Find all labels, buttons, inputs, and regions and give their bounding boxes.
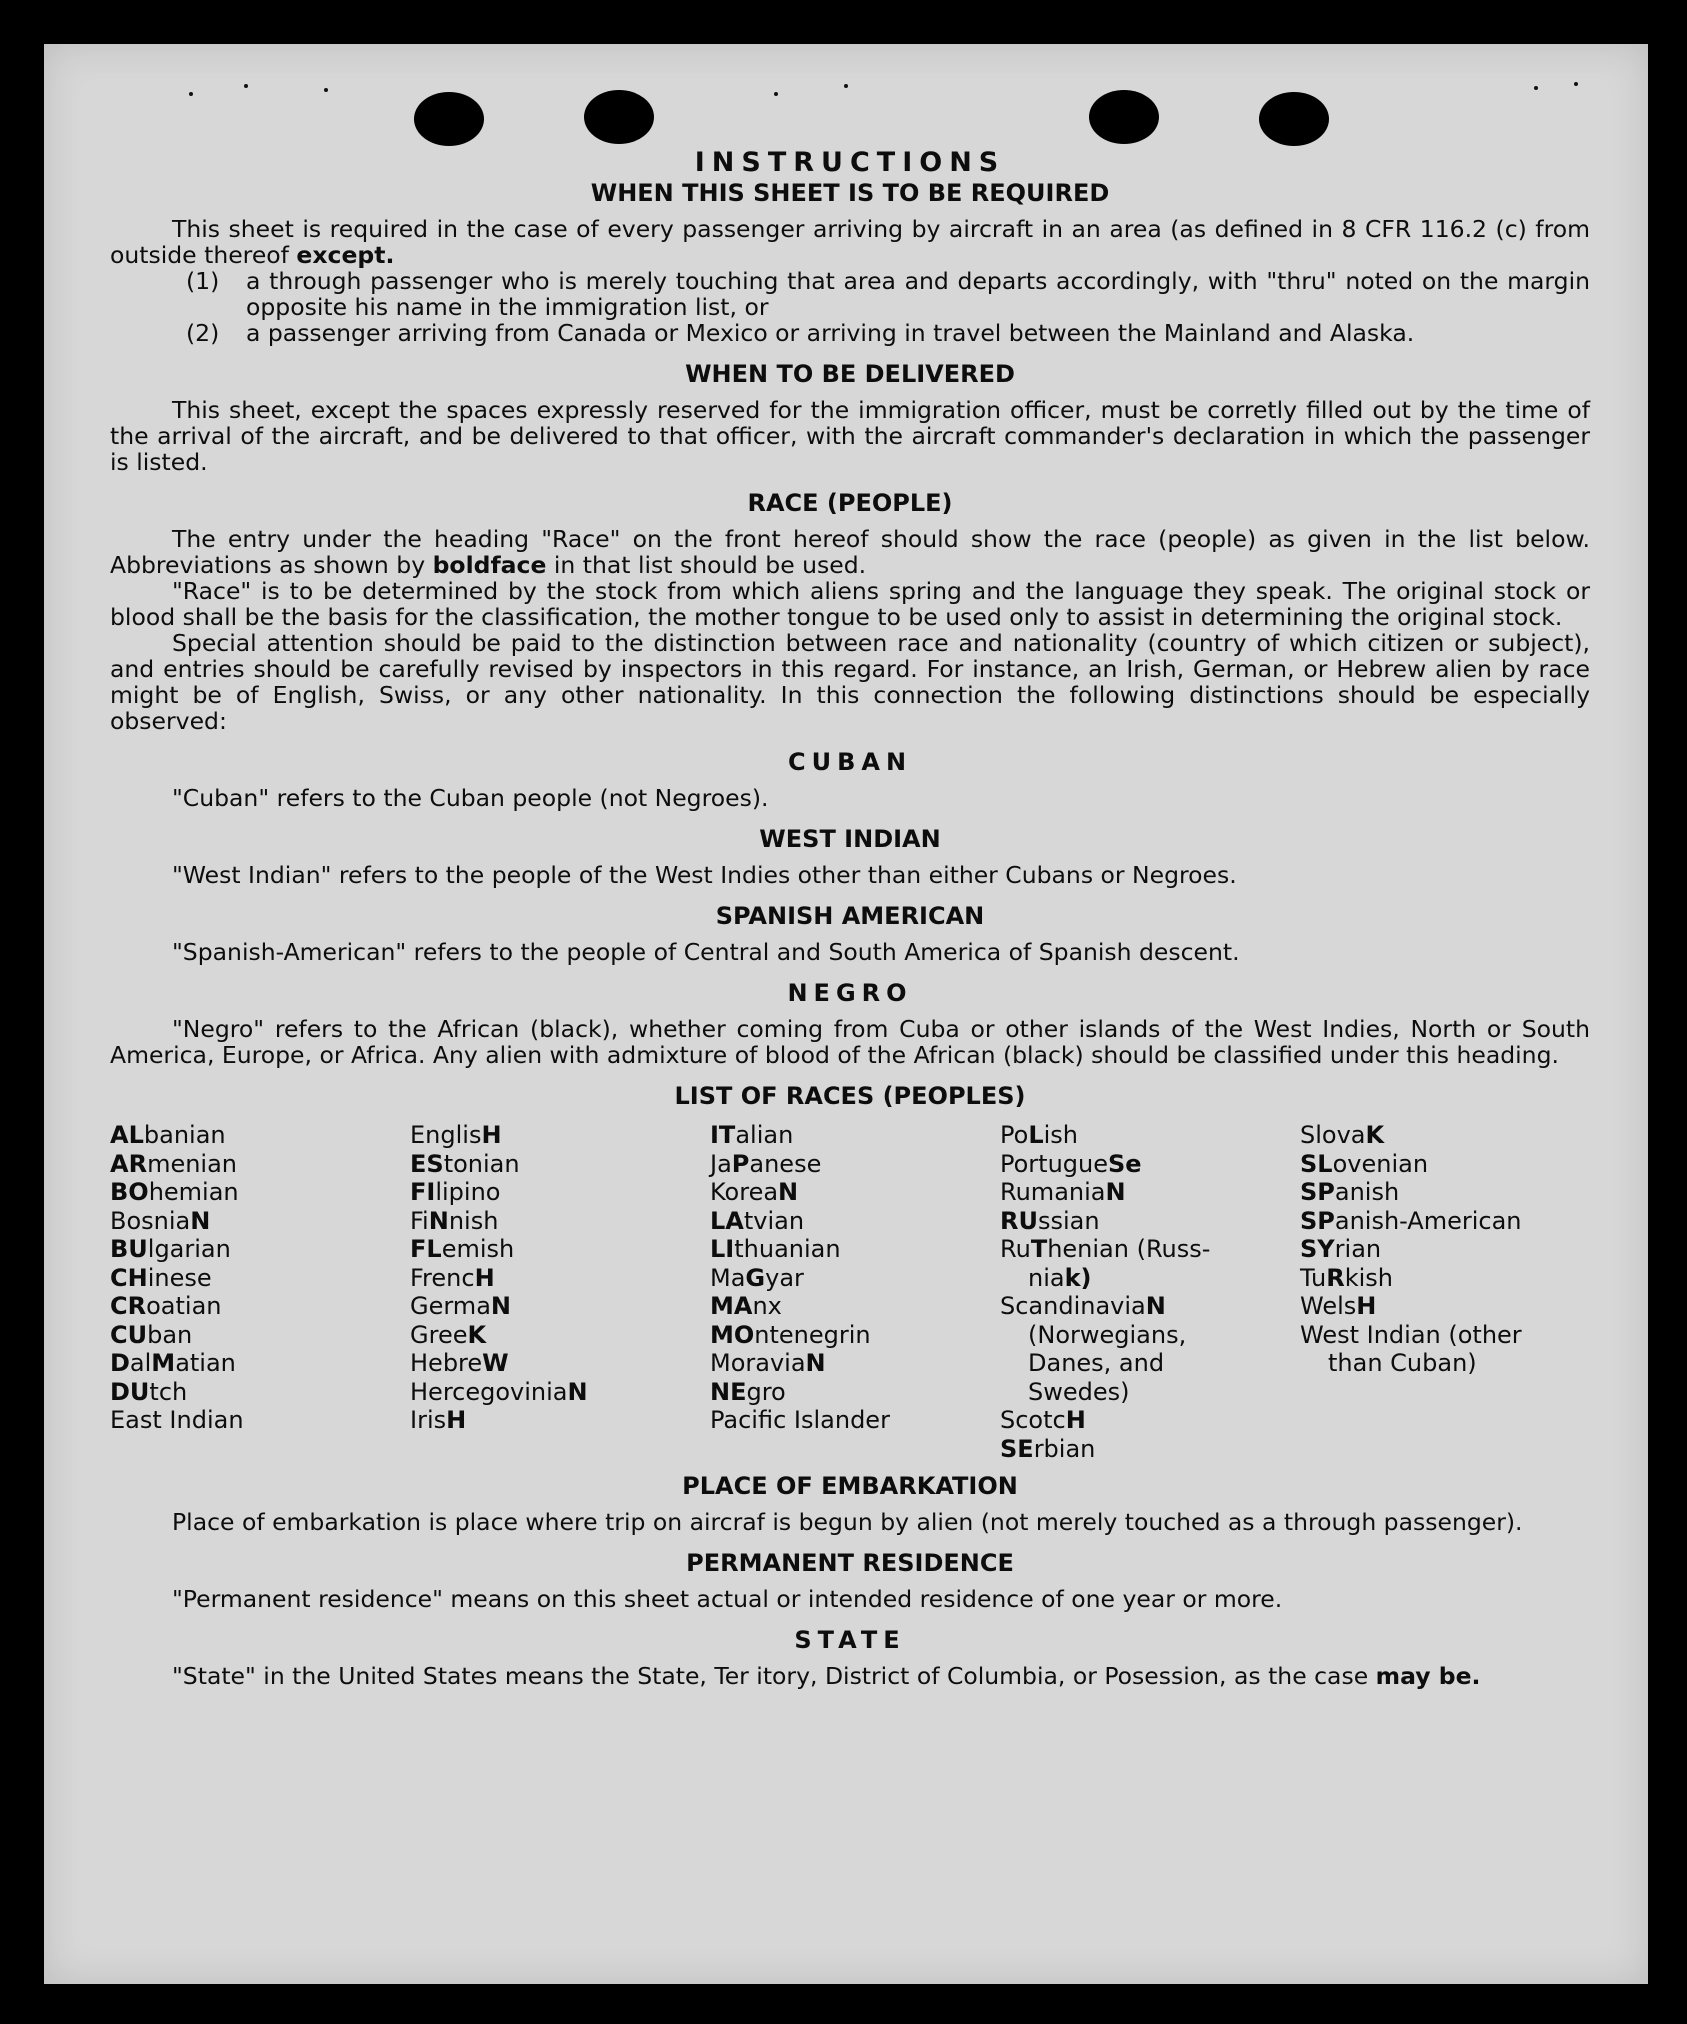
race-entry: GermaN — [410, 1292, 511, 1320]
race-entry: BOhemian — [110, 1178, 239, 1206]
race-entry: TuRkish — [1300, 1263, 1393, 1292]
races-column — [410, 1121, 710, 1463]
heading-state: STATE — [794, 1626, 906, 1654]
race-entry: SLovenian — [1300, 1149, 1429, 1178]
race-entry: ScotcH — [1000, 1406, 1086, 1434]
race-entry: PortugueSe — [1000, 1149, 1142, 1178]
race-entry: niak) — [1028, 1263, 1092, 1292]
race-entry: SlovaK — [1300, 1121, 1385, 1149]
race-entry: MoraviaN — [710, 1349, 826, 1377]
race-entry: West Indian (other — [1300, 1320, 1522, 1349]
when-required-item-1: (1) a through passenger who is merely touching that area and departs accordingly, with "thru" noted on the margin opposite his name in the immigration list, or — [186, 267, 1590, 321]
heading-cuban: CUBAN — [787, 748, 913, 776]
races-column — [710, 1121, 1000, 1463]
race-entry: HercegoviniaN — [410, 1377, 588, 1406]
cuban-text: "Cuban" refers to the Cuban people (not Negroes). — [172, 784, 769, 812]
races-column — [110, 1121, 410, 1463]
races-list — [110, 1121, 1590, 1463]
race-paragraph-3: Special attention should be paid to the distinction between race and nationality (country of which citizen or subject), and entries should be carefully revised by inspectors in this regard. For instance, an Irish, German, or Hebrew alien by race might be of English, Swiss, or any other nationality. In this connection the following distinctions should be especially observed: — [110, 629, 1590, 735]
heading-spanish-american: SPANISH AMERICAN — [715, 902, 985, 930]
race-entry: PoLish — [1000, 1121, 1078, 1149]
punch-hole — [1259, 92, 1329, 146]
race-paragraph-2: "Race" is to be determined by the stock from which aliens spring and the language they speak. The original stock or blood shall be the basis for the classification, the mother tongue to be used only to assist in determining the original stock. — [110, 577, 1590, 631]
heading-embarkation: PLACE OF EMBARKATION — [682, 1472, 1018, 1500]
race-entry: ScandinaviaN — [1000, 1292, 1166, 1320]
race-paragraph-1: The entry under the heading "Race" on the front hereof should show the race (people) as given in the list below. Abbreviations as shown by boldface in that list should be used. — [110, 525, 1590, 579]
instructions-content — [110, 148, 1590, 1689]
race-entry: Danes, and — [1028, 1349, 1165, 1377]
speck — [324, 88, 328, 92]
race-entry: JaPanese — [710, 1149, 822, 1178]
race-entry: DUtch — [110, 1377, 188, 1406]
race-entry: MAnx — [710, 1292, 782, 1320]
race-entry: RumaniaN — [1000, 1178, 1126, 1206]
heading-when-delivered: WHEN TO BE DELIVERED — [685, 360, 1015, 388]
race-entry: KoreaN — [710, 1178, 799, 1206]
race-entry: IrisH — [410, 1406, 467, 1434]
race-entry: SYrian — [1300, 1235, 1382, 1263]
race-entry: LAtvian — [710, 1206, 805, 1235]
race-entry: Pacific Islander — [710, 1406, 890, 1434]
race-entry: (Norwegians, — [1028, 1320, 1187, 1349]
race-entry: FrencH — [410, 1263, 495, 1292]
race-entry: MOntenegrin — [710, 1320, 871, 1349]
race-entry: BosniaN — [110, 1206, 211, 1235]
race-entry: MaGyar — [710, 1263, 804, 1292]
race-entry: East Indian — [110, 1406, 244, 1434]
races-column — [1000, 1121, 1300, 1463]
permanent-residence-text: "Permanent residence" means on this sheet actual or intended residence of one year or more. — [172, 1585, 1283, 1613]
speck — [1574, 82, 1578, 86]
race-entry: WelsH — [1300, 1292, 1377, 1320]
race-entry: EStonian — [410, 1149, 520, 1178]
speck — [774, 92, 778, 96]
when-required-item-2: (2) a passenger arriving from Canada or Mexico or arriving in travel between the Mainland and Alaska. — [186, 319, 1415, 347]
page-title: INSTRUCTIONS — [694, 147, 1006, 178]
race-entry: CUban — [110, 1320, 193, 1349]
race-entry: FIlipino — [410, 1178, 501, 1206]
heading-permanent-residence: PERMANENT RESIDENCE — [686, 1549, 1014, 1577]
race-entry: than Cuban) — [1328, 1349, 1477, 1377]
when-required-intro: This sheet is required in the case of every passenger arriving by aircraft in an area (as defined in 8 CFR 116.2 (c) from outside thereof except. — [110, 215, 1590, 269]
heading-race: RACE (PEOPLE) — [747, 489, 953, 517]
race-entry: Swedes) — [1028, 1377, 1130, 1406]
speck — [189, 92, 193, 96]
race-entry: EnglisH — [410, 1121, 502, 1149]
race-entry: SPanish — [1300, 1178, 1400, 1206]
embarkation-text: Place of embarkation is place where trip on aircraf is begun by alien (not merely touched as a through passenger). — [172, 1508, 1523, 1536]
race-entry: CHinese — [110, 1263, 212, 1292]
race-entry: FiNnish — [410, 1206, 499, 1235]
punch-hole — [584, 90, 654, 144]
speck — [844, 84, 848, 88]
race-entry: NEgro — [710, 1377, 786, 1406]
race-entry: ALbanian — [110, 1121, 226, 1149]
race-entry: ARmenian — [110, 1149, 238, 1178]
race-entry: DalMatian — [110, 1349, 236, 1377]
race-entry: FLemish — [410, 1235, 515, 1263]
race-entry: LIthuanian — [710, 1235, 841, 1263]
race-entry: RUssian — [1000, 1206, 1100, 1235]
heading-west-indian: WEST INDIAN — [759, 825, 941, 853]
speck — [244, 84, 248, 88]
race-entry: SPanish-American — [1300, 1206, 1522, 1235]
race-entry: HebreW — [410, 1349, 509, 1377]
race-entry: SErbian — [1000, 1434, 1096, 1463]
when-delivered-text: This sheet, except the spaces expressly reserved for the immigration officer, must be corretly filled out by the time of the arrival of the aircraft, and be delivered to that officer, with the aircraft commander's declaration in which the passenger is listed. — [110, 396, 1590, 476]
races-column — [1300, 1121, 1590, 1463]
heading-negro: NEGRO — [787, 979, 913, 1007]
race-entry: GreeK — [410, 1320, 487, 1349]
negro-text: "Negro" refers to the African (black), whether coming from Cuba or other islands of the West Indies, North or South America, Europe, or Africa. Any alien with admixture of blood of the African (black) should be classified under this heading. — [110, 1015, 1590, 1069]
race-entry: RuThenian (Russ- — [1000, 1235, 1211, 1263]
punch-hole — [414, 92, 484, 146]
west-indian-text: "West Indian" refers to the people of the West Indies other than either Cubans or Negroes. — [172, 861, 1237, 889]
heading-list-of-races: LIST OF RACES (PEOPLES) — [674, 1082, 1026, 1110]
punch-hole — [1089, 90, 1159, 144]
speck — [1534, 86, 1538, 90]
heading-when-required: WHEN THIS SHEET IS TO BE REQUIRED — [590, 179, 1110, 207]
race-entry: CRoatian — [110, 1292, 222, 1320]
race-entry: ITalian — [710, 1121, 794, 1149]
spanish-american-text: "Spanish-American" refers to the people of Central and South America of Spanish descent. — [172, 938, 1240, 966]
state-text: "State" in the United States means the State, Ter itory, District of Columbia, or Posession, as the case may be. — [172, 1662, 1481, 1690]
race-entry: BUlgarian — [110, 1235, 231, 1263]
